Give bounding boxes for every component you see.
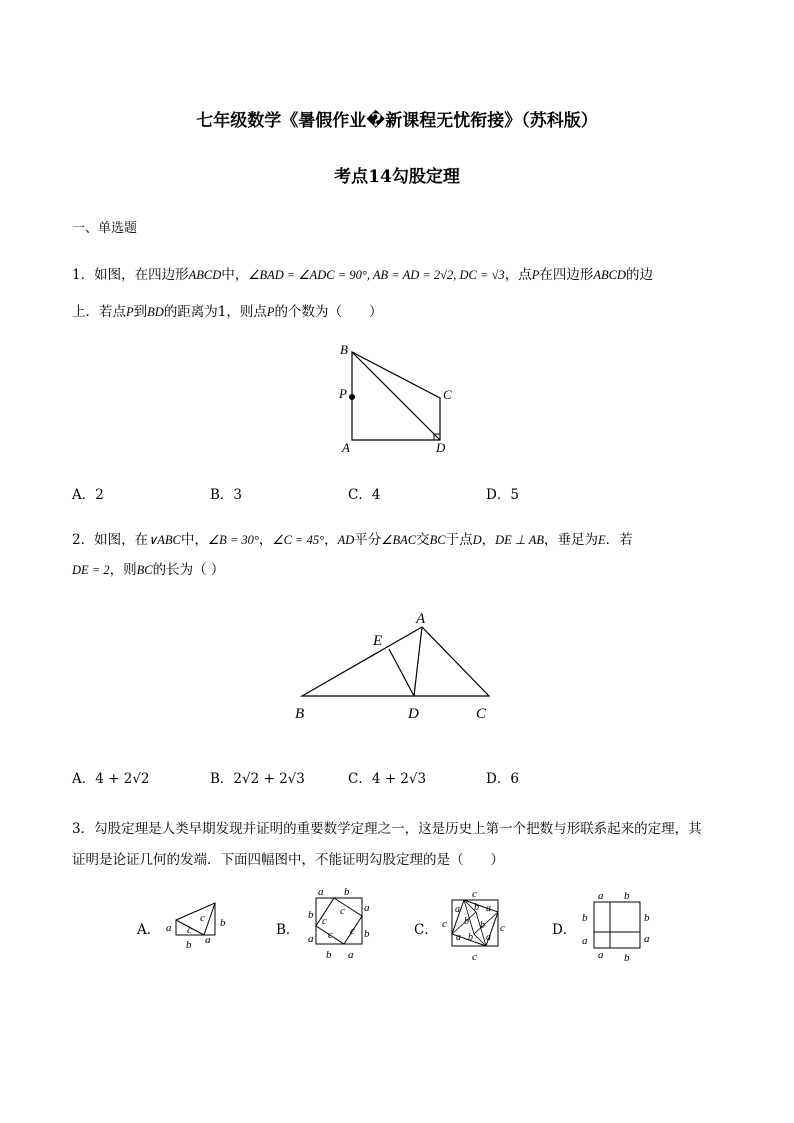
svg-text:c: c	[340, 905, 345, 917]
svg-text:b: b	[480, 920, 485, 931]
q2-label-d: D	[408, 706, 419, 722]
q2-figure	[290, 605, 510, 725]
svg-text:a: a	[644, 933, 650, 945]
q1-line-2: 上．若点P到BD的距离为1，则点P的个数为（ ）	[72, 304, 383, 320]
q1-label-c: C	[443, 387, 452, 402]
q1-option-d[interactable]: D．5	[486, 487, 519, 503]
q3-option-c[interactable]: C．	[414, 922, 438, 938]
svg-text:c: c	[442, 918, 447, 930]
svg-text:b: b	[464, 916, 469, 927]
svg-text:b: b	[344, 886, 350, 898]
svg-text:a: a	[486, 932, 491, 943]
svg-text:c: c	[322, 915, 327, 927]
svg-text:b: b	[364, 928, 370, 940]
q1-label-a: A	[342, 440, 350, 455]
svg-text:c: c	[472, 951, 477, 963]
svg-text:b: b	[326, 949, 332, 961]
svg-text:c: c	[328, 929, 333, 941]
q2-label-c: C	[476, 706, 487, 722]
section-heading: 一、单选题	[72, 221, 138, 236]
q2-option-b[interactable]: B．2√2 + 2√3	[210, 771, 305, 787]
svg-text:a: a	[308, 933, 314, 945]
q1-option-a[interactable]: A．2	[72, 487, 104, 503]
q3-option-d[interactable]: D．	[552, 922, 577, 938]
q2-line-1: 2．如图，在∨ABC中，∠B = 30°，∠C = 45°，AD平分∠BAC交BC于点D，DE ⊥ AB，垂足为E．若	[72, 532, 633, 548]
svg-text:c: c	[350, 925, 355, 937]
svg-text:a: a	[598, 949, 604, 961]
q3-figure-c	[438, 884, 518, 964]
q2-option-c[interactable]: C．4 + 2√3	[348, 771, 427, 787]
svg-text:b: b	[468, 932, 473, 943]
svg-text:c: c	[200, 912, 205, 924]
svg-text:a: a	[486, 903, 491, 914]
svg-text:a: a	[598, 890, 604, 902]
svg-text:a: a	[455, 904, 460, 915]
q2-line-2: DE = 2，则BC的长为（ ）	[72, 562, 225, 578]
q2-label-e: E	[373, 633, 383, 649]
q1-option-b[interactable]: B．3	[210, 487, 243, 503]
q1-label-d: D	[436, 440, 446, 455]
q1-figure	[330, 340, 470, 460]
document-subtitle: 考点14勾股定理	[334, 167, 460, 187]
q3-figure-d	[576, 884, 656, 964]
document-title: 七年级数学《暑假作业�新课程无忧衔接》（苏科版）	[196, 111, 598, 131]
svg-text:b: b	[624, 952, 630, 964]
svg-text:c: c	[187, 924, 192, 936]
q2-option-d[interactable]: D．6	[486, 771, 519, 787]
svg-text:c: c	[500, 922, 505, 934]
svg-text:b: b	[308, 909, 314, 921]
svg-text:a: a	[456, 932, 461, 943]
q3-line-1: 3．勾股定理是人类早期发现并证明的重要数学定理之一，这是历史上第一个把数与形联系起来的定理，其	[72, 821, 702, 837]
svg-text:b: b	[474, 902, 479, 913]
q3-figure-a	[160, 895, 235, 950]
svg-text:b: b	[624, 890, 630, 902]
svg-text:b: b	[644, 912, 650, 924]
q1-line-1: 1．如图，在四边形ABCD中，∠BAD = ∠ADC = 90°, AB = AD = 2√2, DC = √3，点P在四边形ABCD的边	[72, 267, 653, 283]
svg-text:a: a	[582, 935, 588, 947]
svg-text:b: b	[220, 917, 226, 929]
svg-text:a: a	[348, 949, 354, 961]
q3-option-a[interactable]: A．	[137, 922, 161, 938]
q1-option-c[interactable]: C．4	[348, 487, 381, 503]
q2-option-a[interactable]: A．4 + 2√2	[72, 771, 150, 787]
q1-label-b: B	[340, 342, 348, 357]
svg-text:a: a	[166, 922, 172, 934]
q2-label-a: A	[416, 611, 426, 627]
svg-text:a: a	[205, 934, 211, 946]
q3-figure-b	[300, 884, 380, 964]
q2-label-b: B	[295, 706, 305, 722]
q1-label-p: P	[339, 386, 347, 401]
svg-text:a: a	[364, 902, 370, 914]
svg-text:c: c	[472, 888, 477, 900]
svg-text:a: a	[318, 886, 324, 898]
q3-line-2: 证明是论证几何的发端．下面四幅图中，不能证明勾股定理的是（ ）	[72, 852, 504, 868]
q3-option-b[interactable]: B．	[276, 922, 300, 938]
svg-text:b: b	[186, 939, 192, 950]
svg-text:b: b	[582, 912, 588, 924]
